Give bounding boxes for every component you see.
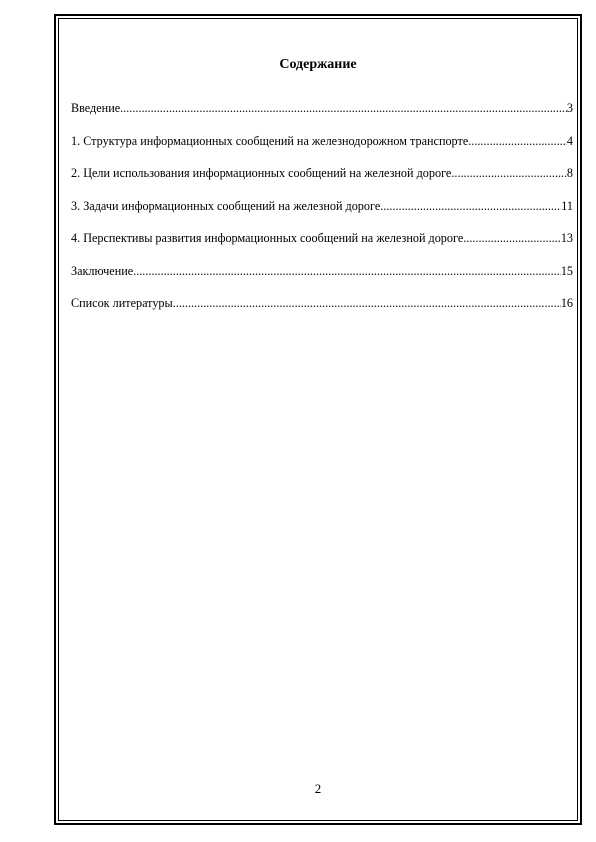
toc-entry-bibliography[interactable] [71,296,573,329]
toc-entry-page: 16 [560,296,573,310]
toc-entry-page: 4 [566,133,573,148]
toc-entry-label: Список литературы [71,296,173,310]
toc-entry-label: 1. Структура информационных сообщений на железнодорожном транспорте [71,133,469,148]
toc-title: Содержание [279,57,357,72]
toc-leader-dots [463,231,561,246]
toc-entry-section-3[interactable] [71,199,573,232]
toc-entry-label: 4. Перспективы развития информационных сообщений на железной дороге [71,231,464,245]
toc-entry-page: 15 [560,263,573,278]
toc-entry-conclusion[interactable] [71,264,573,297]
toc-entry-label: Заключение [71,263,134,278]
toc-entry-label: 3. Задачи информационных сообщений на железной дороге [71,198,381,213]
toc-entry-section-2[interactable] [71,166,573,199]
toc-entry-page: 11 [561,198,573,213]
toc-leader-dots [451,166,567,181]
toc-entry-section-1[interactable] [71,134,573,167]
toc-leader-dots [468,134,567,149]
toc-entry-section-4[interactable] [71,231,573,264]
toc-leader-dots [380,199,561,214]
toc-entry-page: 8 [566,166,573,180]
table-of-contents [71,101,573,329]
toc-leader-dots [173,296,561,311]
page-number: 2 [314,781,322,796]
toc-entry-introduction[interactable] [71,101,573,134]
toc-entry-page: 3 [566,101,573,115]
toc-entry-page: 13 [560,231,573,245]
toc-entry-label: Введение [71,101,121,115]
toc-leader-dots [133,264,561,279]
toc-leader-dots [120,101,567,116]
toc-entry-label: 2. Цели использования информационных сообщений на железной дороге [71,166,452,180]
